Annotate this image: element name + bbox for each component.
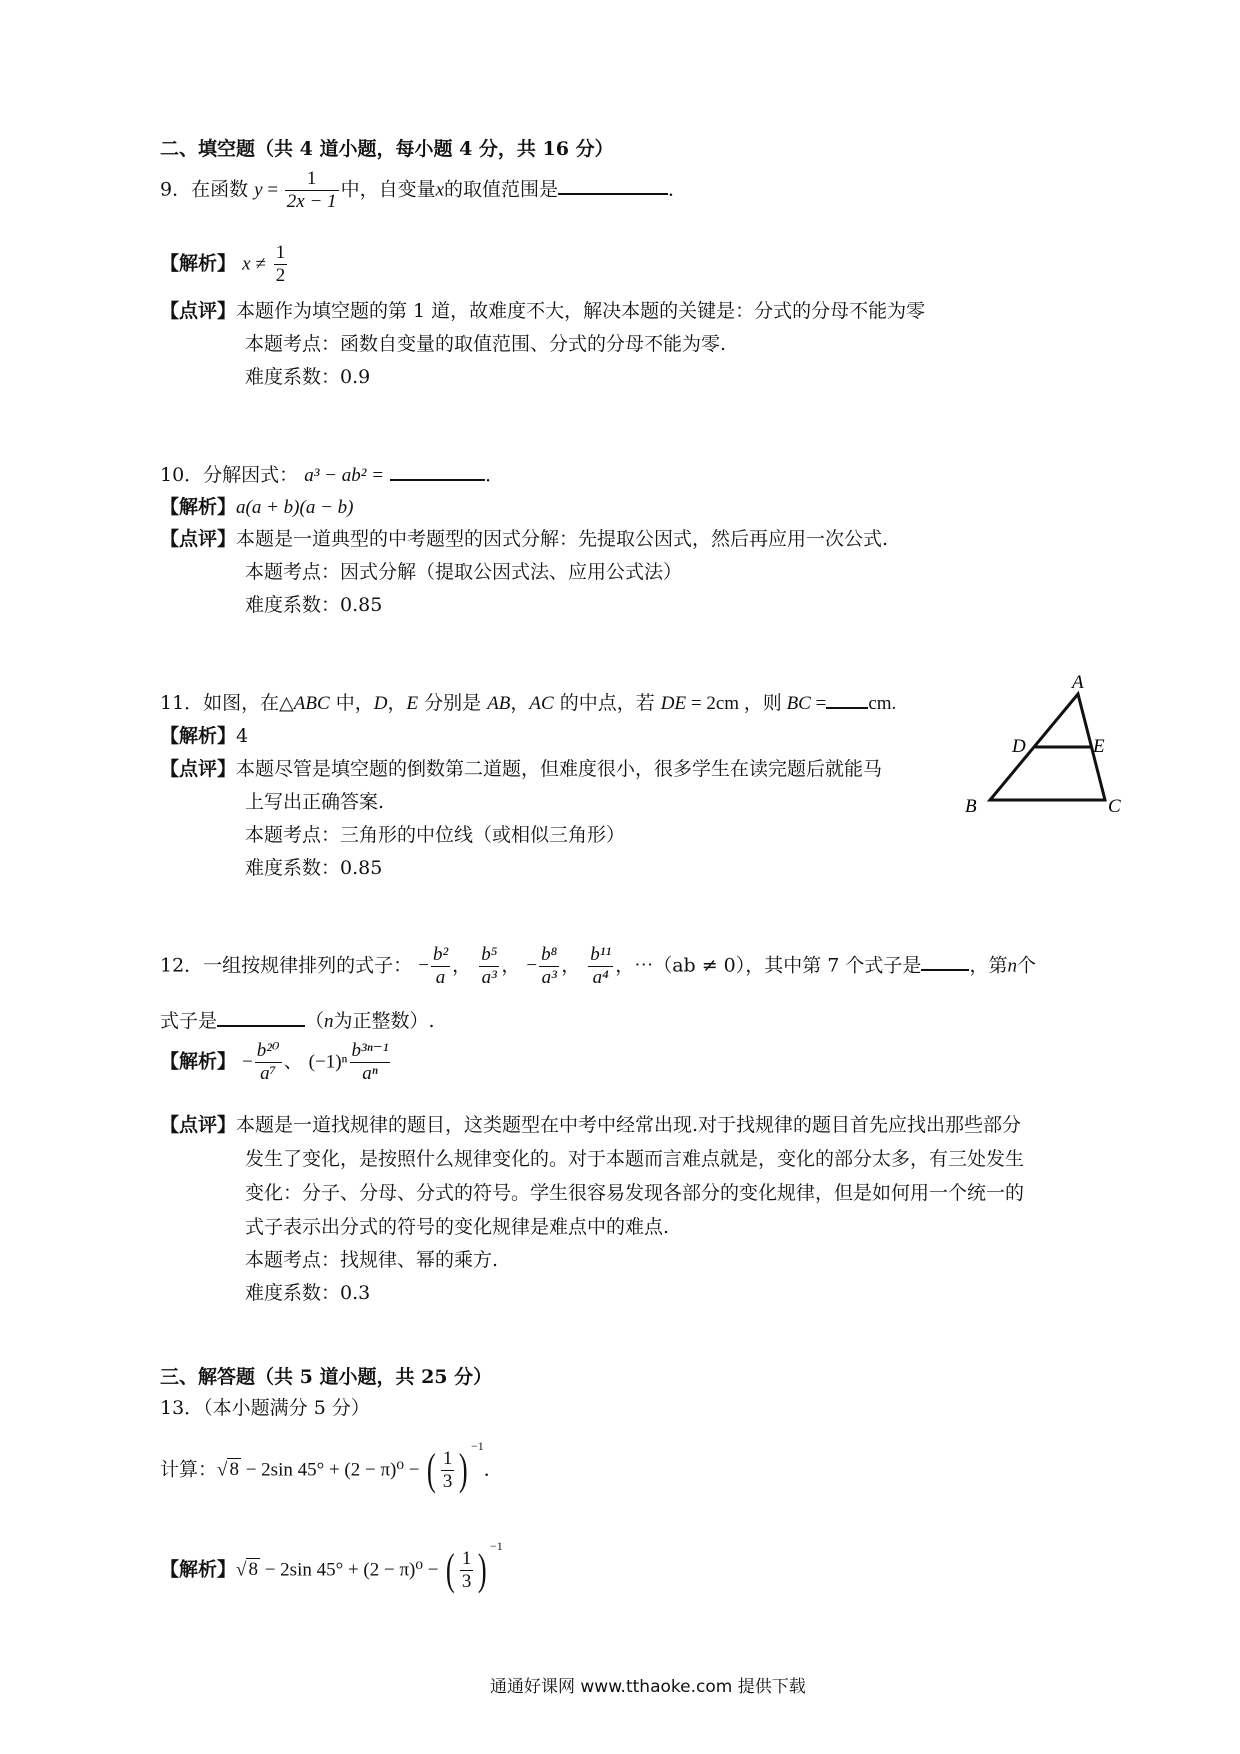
q12-comment-topic: 本题考点：找规律、幂的乘方.: [245, 1249, 499, 1271]
label-e: E: [1093, 736, 1105, 757]
q9-difficulty: 难度系数：0.9: [245, 366, 371, 388]
q11-comment: 【点评】本题尽管是填空题的倒数第二道题，但难度很小，很多学生在读完题后就能马: [160, 758, 883, 780]
q12-term-2: $\frac{\text{b⁵}}{\text{a³}}$: [481, 944, 498, 988]
q10-comment: 【点评】本题是一道典型的中考题型的因式分解：先提取公因式，然后再应用一次公式.: [160, 528, 889, 550]
q9-fraction: $\frac{1}{2x - 1}$: [286, 168, 337, 212]
question-10: 10．分解因式： a³ − ab² = ．: [160, 464, 505, 486]
q12-difficulty: 难度系数：0.3: [245, 1282, 371, 1304]
q10-analysis: 【解析】a(a + b)(a − b): [160, 496, 354, 518]
q9-comment: 【点评】本题作为填空题的第 1 道，故难度不大，解决本题的关键是：分式的分母不能为零: [160, 300, 926, 322]
q12-comment-4: 式子表示出分式的符号的变化规律是难点中的难点.: [245, 1216, 670, 1238]
q9-comment-topic: 本题考点：函数自变量的取值范围、分式的分母不能为零.: [245, 333, 727, 355]
q12-analysis: 【解析】 − $\frac{\text{b²⁰}}{\text{a⁷}}$ 、 (−1)ⁿ $\frac{\text{b³ⁿ⁻¹}}{\text{aⁿ}}$: [160, 1040, 389, 1084]
q11-comment-topic: 本题考点：三角形的中位线（或相似三角形）: [245, 824, 626, 846]
q11-answer-blank: [826, 706, 868, 709]
q9-mid: 中，自变量: [340, 178, 436, 201]
q10-difficulty: 难度系数：0.85: [245, 594, 383, 616]
q9-y: y: [254, 179, 263, 201]
question-11: 11．如图，在△ABC 中，D，E 分别是 AB，AC 的中点，若 DE = 2cm ，则 BC = cm.: [160, 692, 897, 714]
q12-answer-blank-2: [217, 1024, 305, 1027]
label-b: B: [965, 796, 977, 817]
question-12: 12．一组按规律排列的式子： − $\frac{\text{b²}}{a}$ ， $\frac{\text{b⁵}}{\text{a³}}$ ， − $\frac{\text{b⁸}}{\text{a³}}$ ， $\frac{\text{b¹¹}}{\text{a⁴}}$ ，⋯（ab ≠ 0），其中第 7 个式子是 ，第n个: [160, 944, 1036, 988]
section-heading-fill-in: 二、填空题（共 4 道小题，每小题 4 分，共 16 分）: [160, 138, 614, 160]
q11-difficulty: 难度系数：0.85: [245, 857, 383, 879]
q9-answer-blank: [558, 192, 668, 195]
q11-analysis: 【解析】4: [160, 725, 249, 747]
q12-comment: 【点评】本题是一道找规律的题目，这类题型在中考中经常出现.对于找规律的题目首先应找出那些部分: [160, 1114, 1022, 1136]
q10-answer-blank: [390, 478, 485, 481]
q12-term-1: − $\frac{\text{b²}}{a}$: [418, 944, 449, 988]
page-footer: 通通好课网 www.tthaoke.com 提供下载: [490, 1677, 806, 1697]
q12-comment-2: 发生了变化，是按照什么规律变化的。对于本题而言难点就是，变化的部分太多，有三处发生: [245, 1148, 1025, 1170]
label-c: C: [1108, 796, 1121, 817]
label-a: A: [1072, 672, 1084, 693]
question-13-title: 13．（本小题满分 5 分）: [160, 1397, 370, 1419]
question-9: 9．在函数 y = $\frac{1}{2x - 1}$ 中，自变量x的取值范围是 ．: [160, 168, 688, 212]
q12-line2: 式子是 （n为正整数）.: [160, 1010, 435, 1032]
q9-analysis: 【解析】 x ≠ $\frac{1}{2}$: [160, 242, 286, 286]
q9-eq: =: [262, 179, 283, 201]
q10-comment-topic: 本题考点：因式分解（提取公因式法、应用公式法）: [245, 561, 683, 583]
section-heading-solve: 三、解答题（共 5 道小题，共 25 分）: [160, 1366, 493, 1388]
label-d: D: [1012, 736, 1026, 757]
triangle-figure: [960, 670, 1140, 820]
q9-prefix: 9．在函数: [160, 178, 249, 201]
q12-term-3: − $\frac{\text{b⁸}}{\text{a³}}$: [526, 944, 558, 988]
question-13-analysis: 【解析】√ 8 − 2sin 45° + (2 − π)⁰ − ( $\frac{1}{3}$ ) $^{-1}$: [160, 1539, 503, 1595]
q9-x: x: [435, 179, 445, 201]
question-13-expression: 计算：√ 8 − 2sin 45° + (2 − π)⁰ − ( $\frac{1}{3}$ ) $^{-1}$．: [160, 1439, 503, 1495]
q9-suffix: 的取值范围是: [444, 178, 559, 201]
q11-comment-cont: 上写出正确答案.: [245, 791, 385, 813]
q12-term-4: $\frac{\text{b¹¹}}{\text{a⁴}}$: [590, 944, 612, 988]
q12-comment-3: 变化：分子、分母、分式的符号。学生很容易发现各部分的变化规律，但是如何用一个统一的: [245, 1182, 1025, 1204]
q12-answer-blank-1: [921, 968, 969, 971]
